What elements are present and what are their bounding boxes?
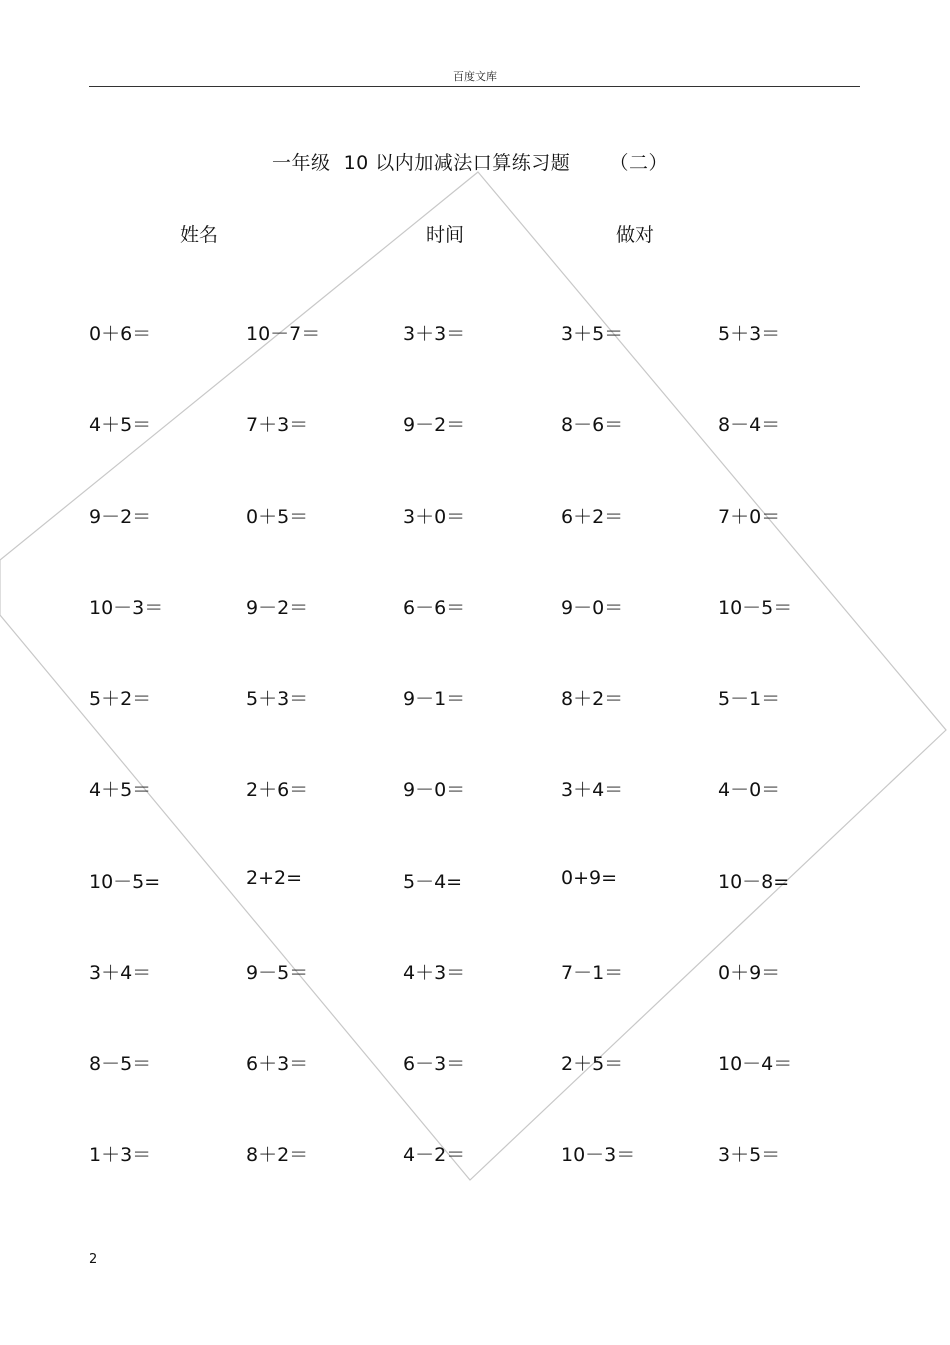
problem-cell: 5＋3＝ (246, 688, 309, 710)
worksheet-title: 一年级 10 以内加减法口算练习题 （二） (272, 152, 669, 174)
page-number: 2 (89, 1252, 98, 1267)
problem-cell: 6＋2＝ (561, 506, 624, 528)
problem-cell: 3＋4＝ (561, 779, 624, 801)
problem-cell: 2+2= (246, 867, 303, 889)
problem-cell: 2＋5＝ (561, 1053, 624, 1075)
problem-cell: 9－2＝ (246, 597, 309, 619)
problem-cell: 5－4= (403, 871, 463, 893)
problem-cell: 4＋5＝ (89, 414, 152, 436)
problem-cell: 5－1＝ (718, 688, 781, 710)
problem-cell: 3＋5＝ (718, 1144, 781, 1166)
problem-cell: 3＋0＝ (403, 506, 466, 528)
problem-cell: 10－7＝ (246, 323, 321, 345)
problem-cell: 3＋3＝ (403, 323, 466, 345)
problem-cell: 10－3＝ (561, 1144, 636, 1166)
problem-cell: 8－5＝ (89, 1053, 152, 1075)
problem-cell: 8－6＝ (561, 414, 624, 436)
header-divider (89, 86, 860, 87)
problem-cell: 7＋3＝ (246, 414, 309, 436)
problem-cell: 4－2＝ (403, 1144, 466, 1166)
problem-cell: 10－3＝ (89, 597, 164, 619)
problem-cell: 0＋5＝ (246, 506, 309, 528)
problem-cell: 9－2＝ (403, 414, 466, 436)
problem-cell: 3＋4＝ (89, 962, 152, 984)
problem-cell: 10－8= (718, 871, 790, 893)
problem-cell: 6＋3＝ (246, 1053, 309, 1075)
problem-cell: 0＋6＝ (89, 323, 152, 345)
name-label: 姓名 (180, 224, 219, 246)
problem-cell: 9－2＝ (89, 506, 152, 528)
problem-cell: 0＋9＝ (718, 962, 781, 984)
problem-cell: 6－6＝ (403, 597, 466, 619)
problem-cell: 10－5= (89, 871, 161, 893)
problem-cell: 5＋3＝ (718, 323, 781, 345)
problem-cell: 6－3＝ (403, 1053, 466, 1075)
problem-cell: 8＋2＝ (561, 688, 624, 710)
problem-cell: 4－0＝ (718, 779, 781, 801)
problem-cell: 8＋2＝ (246, 1144, 309, 1166)
problem-cell: 0+9= (561, 867, 618, 889)
problem-cell: 2＋6＝ (246, 779, 309, 801)
correct-label: 做对 (616, 224, 655, 246)
problem-cell: 7＋0＝ (718, 506, 781, 528)
problem-cell: 10－5＝ (718, 597, 793, 619)
problem-cell: 9－1＝ (403, 688, 466, 710)
problem-cell: 1＋3＝ (89, 1144, 152, 1166)
problem-cell: 7－1＝ (561, 962, 624, 984)
problem-cell: 10－4＝ (718, 1053, 793, 1075)
problem-cell: 4＋5＝ (89, 779, 152, 801)
time-label: 时间 (426, 224, 465, 246)
problem-cell: 8－4＝ (718, 414, 781, 436)
problem-cell: 3＋5＝ (561, 323, 624, 345)
header-site-name: 百度文库 (453, 70, 497, 83)
problem-cell: 4＋3＝ (403, 962, 466, 984)
problem-cell: 9－0＝ (403, 779, 466, 801)
problem-cell: 9－5＝ (246, 962, 309, 984)
problem-cell: 9－0＝ (561, 597, 624, 619)
problem-cell: 5＋2＝ (89, 688, 152, 710)
